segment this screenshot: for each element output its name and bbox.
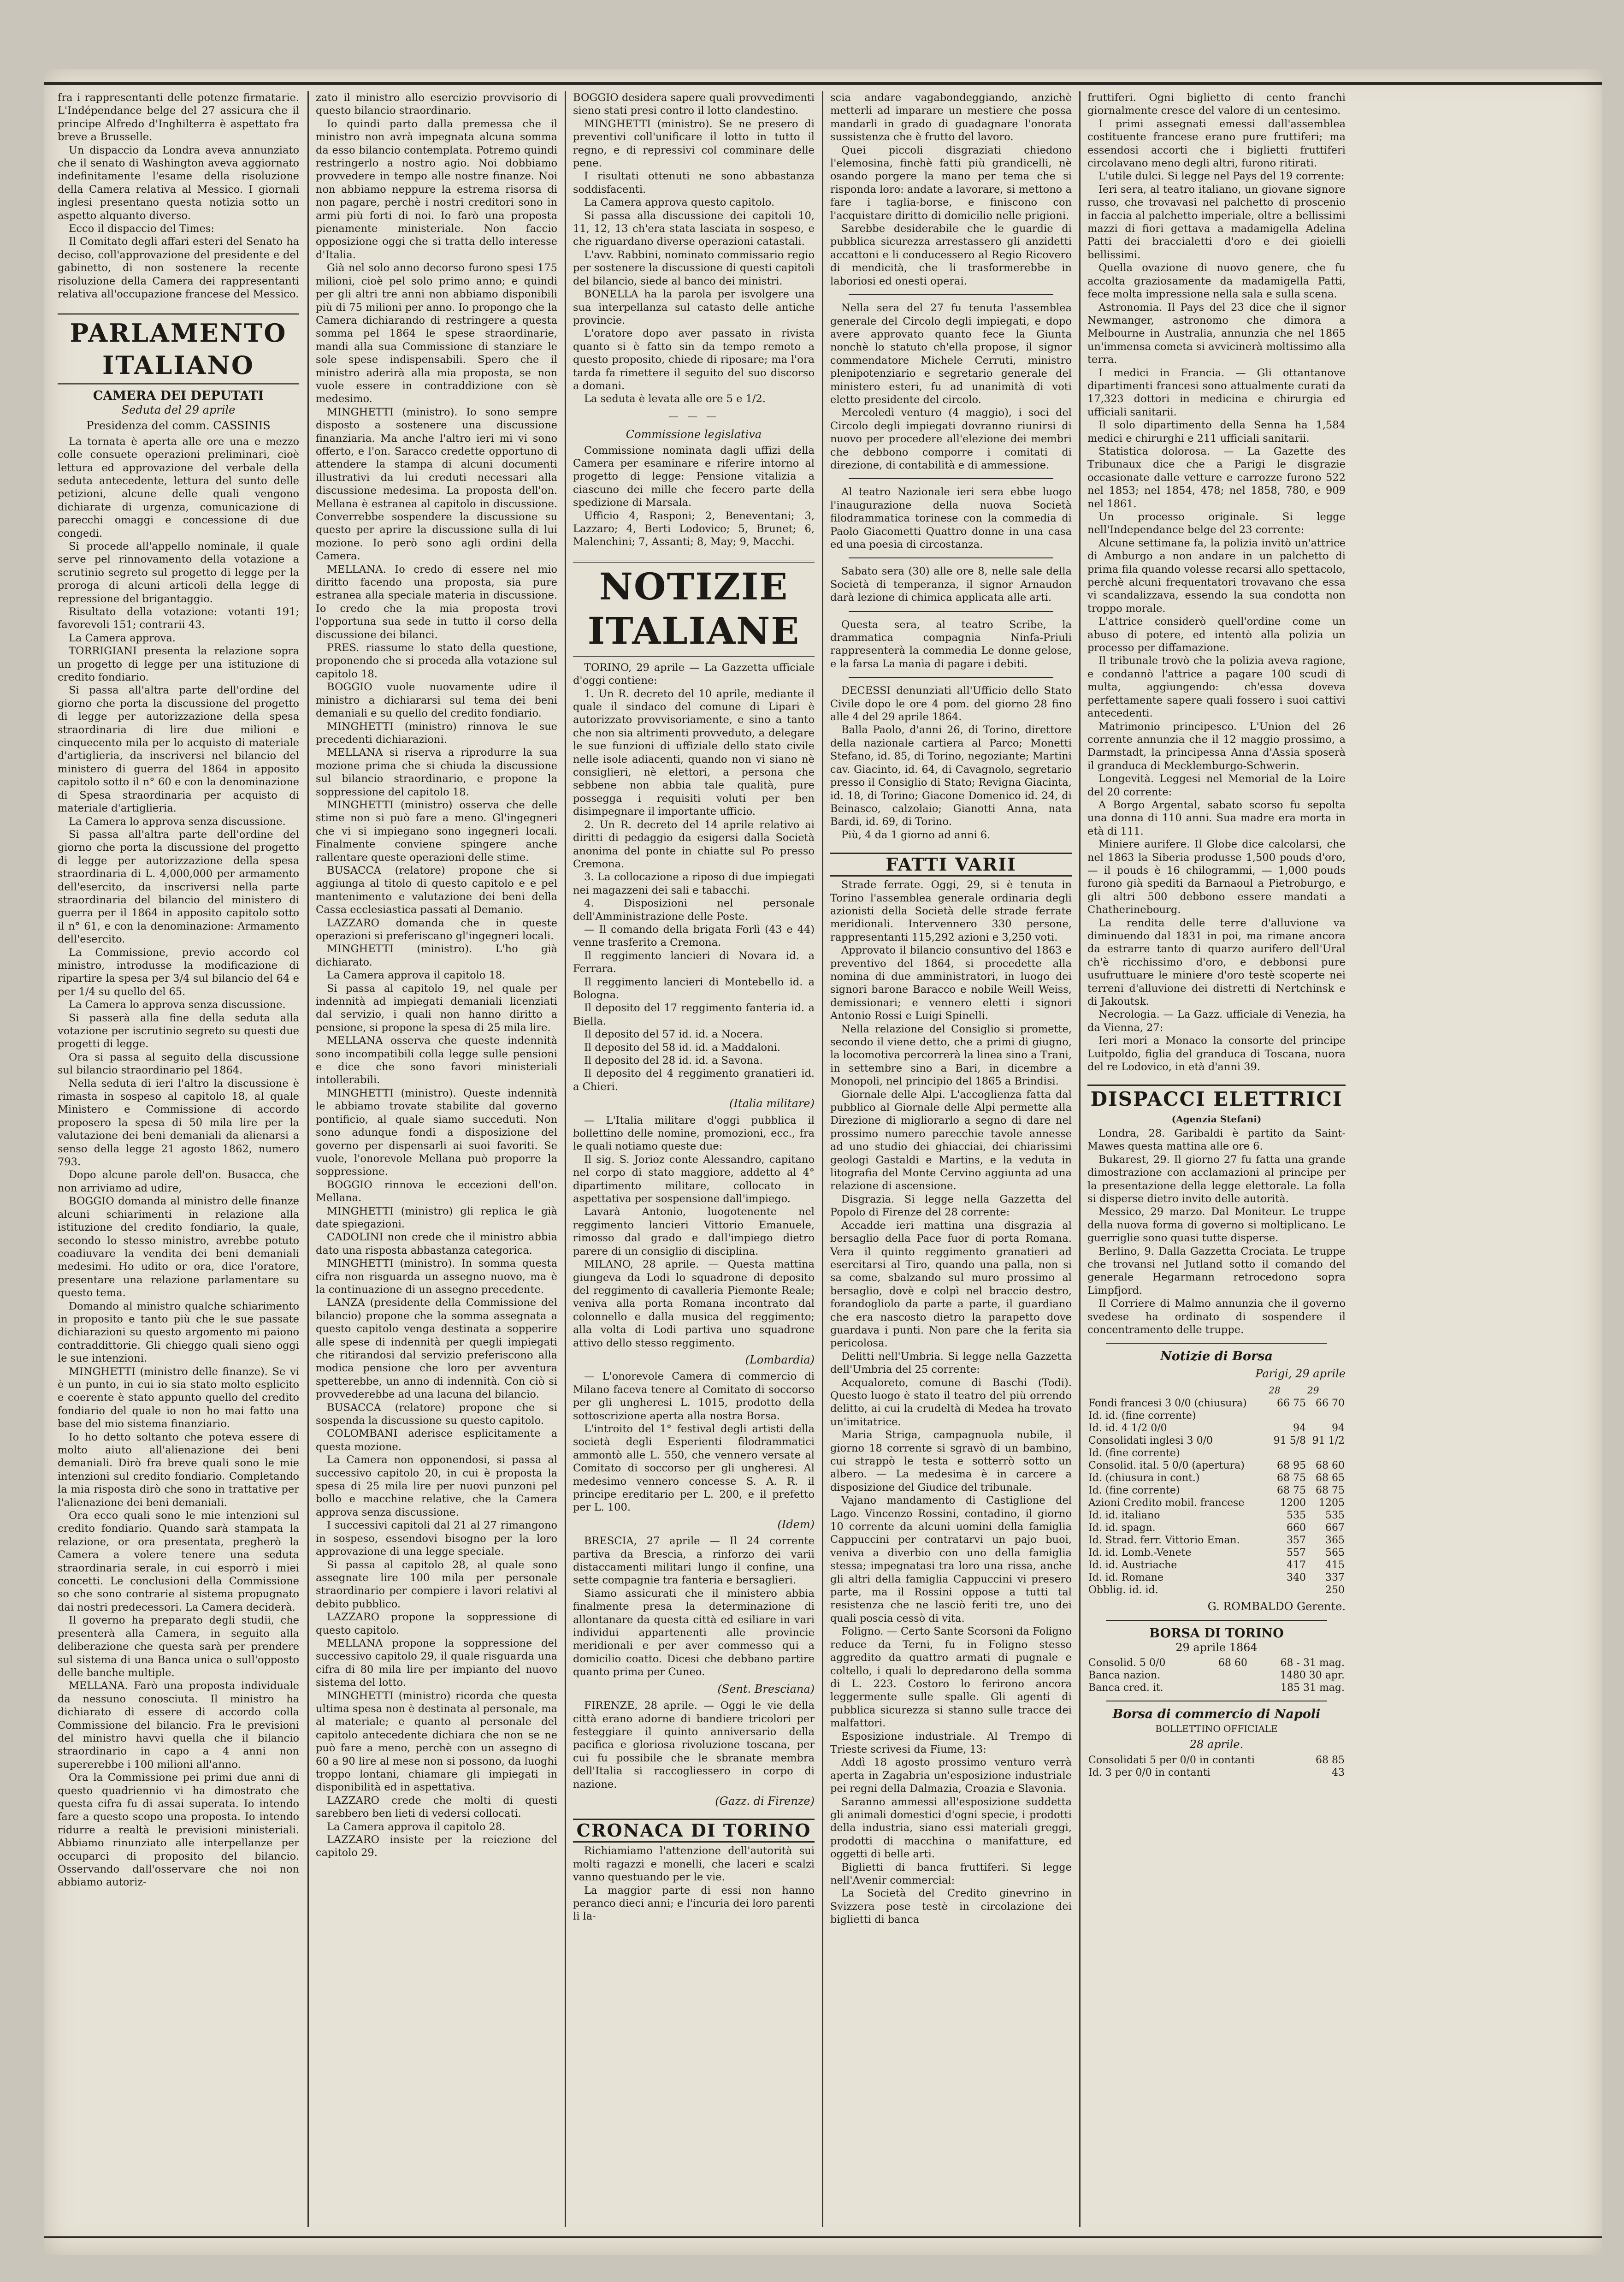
table-cell: 91 5/8 — [1273, 1435, 1306, 1447]
table-cell: 68 60 — [1218, 1657, 1247, 1669]
paragraph: MINGHETTI (ministro delle finanze). Se vi è un punto, in cui io sia stato molto esplicito e coerente è stato appunto quello del credito fondiario del quale io non ho mai fatto una base del mio sistema finanziario. — [58, 1365, 299, 1430]
paragraph: MINGHETTI (ministro). Queste indennità le abbiamo trovate stabilite dal governo pontificio, al quale siamo succeduti. Non sono adunque fondi a disposizione del governo per dispensarli ai suoi favoriti. Se vuole, l'onorevole Mellana può proporre la soppressione. — [316, 1087, 557, 1178]
bottom-rule — [44, 2236, 1602, 2238]
table-cell: 535 — [1325, 1510, 1345, 1522]
agenzia: (Agenzia Stefani) — [1171, 1114, 1262, 1125]
table-cell: Id. Strad. ferr. Vittorio Eman. — [1088, 1535, 1240, 1547]
table-cell: 667 — [1325, 1522, 1345, 1534]
paragraph: La Società del Credito ginevrino in Svizzera pose testè in circolazione dei biglietti di banca — [830, 1887, 1072, 1926]
paragraph: FIRENZE, 28 aprile. — Oggi le vie della città erano adorne di bandiere tricolori per festeggiare il quinto anniversario della pacifica e gloriosa rivoluzione toscana, per cui fu possibile che le sbranate membra dell'Italia si raccogliessero in corpo di nazione. — [573, 1700, 815, 1790]
table-cell: 365 — [1325, 1535, 1345, 1547]
paragraph: 4. Disposizioni nel personale dell'Amministrazione delle Poste. — [573, 897, 815, 923]
table-row — [1087, 1754, 1346, 1766]
paragraph: Il deposito del 4 reggimento granatieri id. a Chieri. — [573, 1067, 815, 1093]
paragraph: Mercoledì venturo (4 maggio), i soci del Circolo degli impiegati dovranno riunirsi di nuovo per procedere all'elezione dei membri che debbono comporre i comitati di direzione, di contabilità e di ammessione. — [830, 407, 1072, 471]
paragraph: Esposizione industriale. Al Trempo di Trieste scrivesi da Fiume, 13: — [830, 1730, 1072, 1755]
paragraph: La Commissione, previo accordo col ministro, introdusse la modificazione di ripartire la spesa per 3/4 sul bilancio del 64 e per 1/4 su quello del 65. — [58, 946, 299, 998]
paragraph: Berlino, 9. Dalla Gazzetta Crociata. Le truppe che trovansi nel Jutland sotto il comando del generale Hegarmann retrocedono sopra Limpfjord. — [1087, 1245, 1346, 1297]
section-heading-parlamento: PARLAMENTO ITALIANO — [58, 313, 299, 385]
paragraph: Già nel solo anno decorso furono spesi 175 milioni, cioè pel solo primo anno; e quindi per gli altri tre anni non abbiamo disponibili più di 75 milioni per anno. Io propongo che la Camera dichiarando di restringere a questa somma pel 1864 le spese straordinarie, mandi alla sua Commissione di stanziare le sole spese indispensabili. Spero che il ministro aderirà alla mia proposta, se non vuole essere in contraddizione con sè medesimo. — [316, 262, 557, 405]
section-heading-fatti-varii: FATTI VARII — [830, 853, 1072, 877]
table-cell: Id. id. (fine corrente) — [1088, 1410, 1196, 1422]
paragraph: LAZZARO crede che molti di questi sarebbero ben lieti di vedersi collocati. — [316, 1794, 557, 1820]
paragraph: La Camera lo approva senza discussione. — [69, 999, 286, 1011]
paragraph: BOGGIO domanda al ministro delle finanze alcuni schiarimenti in relazione alla istituzione del credito fondiario, la quale, secondo lo stesso ministro, avrebbe potuto coadiuvare la vendita dei beni demaniali medesimi. Ho udito or ora, dice l'oratore, presentare una relazione parlamentare su questo tema. — [58, 1195, 299, 1299]
paragraph: MELLANA. Io credo di essere nel mio diritto facendo una proposta, sia pure estranea alla speciale materia in discussione. Io credo che la mia proposta trovi l'opportuna sua sede in tutto il corso della discussione dei bilanci. — [316, 563, 557, 641]
presidenza: Presidenza del comm. CASSINIS — [86, 419, 271, 433]
table-cell: 66 75 — [1277, 1398, 1306, 1410]
paragraph: MINGHETTI (ministro). In somma questa cifra non risguarda un assegno nuovo, ma è la continuazione di un assegno precedente. — [316, 1257, 557, 1296]
table-cell: 415 — [1325, 1559, 1345, 1571]
divider — [1106, 1343, 1327, 1344]
table-cell: 565 — [1325, 1547, 1345, 1559]
paragraph: Questa sera, al teatro Scribe, la drammatica compagnia Ninfa-Priuli rappresenterà la commedia Le donne gelose, e la farsa La manìa di pagare i debiti. — [830, 618, 1072, 670]
table-row — [1087, 1422, 1346, 1434]
paragraph: La rendita delle terre d'alluvione va diminuendo dal 1831 in poi, ma rimane ancora da estrarre tanto di quarzo aurifero dell'Ural ch'è ricchissimo d'oro, e debbonsi pure usufruttuare le miniere d'oro testè scoperte nei terreni d'alluvione dei distretti di Nertchinsk e di Jakoutsk. — [1087, 917, 1346, 1008]
paragraph: MINGHETTI (ministro) ricorda che questa ultima spesa non è destinata al personale, ma al materiale; e quanto al personale del capitolo antecedente dichiara che non se ne può fare a meno, perchè con un assegno di 60 a 90 lire al mese non si possono, da luoghi troppo lontani, chiamare gli impiegati in disponibilità ed in aspettativa. — [316, 1689, 557, 1794]
paragraph: BUSACCA (relatore) propone che si aggiunga al titolo di questo capitolo e e pel mantenimento e valutazione dei beni della Cassa ecclesiastica passati al Demanio. — [316, 864, 557, 916]
paragraph: Longevità. Leggesi nel Memorial de la Loire del 20 corrente: — [1087, 773, 1346, 798]
paragraph: COLOMBANI aderisce esplicitamente a questa mozione. — [316, 1428, 557, 1453]
column-4 — [830, 91, 1072, 2227]
paragraph: Vajano mandamento di Castiglione del Lago. Vincenzo Rossini, contadino, il giorno 10 corrente da alcuni uomini della famiglia Cappuccini per contratarvi un pajo buoi, veniva a diverbio con uno della famiglia stessa; impegnatasi tra loro una rissa, anche gli altri della famiglia Cappuccini vi presero parte, ma il Rossini oppose a tutti tal resistenza che ne lasciò feriti tre, uno dei quali poscia cessò di vita. — [830, 1494, 1072, 1624]
source-citation: (Lombardia) — [745, 1353, 815, 1366]
table-row — [1087, 1534, 1346, 1547]
paragraph: Alcune settimane fa, la polizia invitò un'attrice di Amburgo a non andare in un palchetto di prima fila quando volesse recarsi allo spettacolo, perchè alcuni frequentatori trovavano che essa vi scandalizzava, essendo la sua condotta non troppo morale. — [1087, 537, 1346, 615]
table-cell: 66 70 — [1316, 1398, 1345, 1410]
paragraph: Strade ferrate. Oggi, 29, si è tenuta in Torino l'assemblea generale ordinaria degli azionisti della Società delle strade ferrate meridionali. Intervennero 330 persone, rappresentanti 115,292 azioni e 3,250 voti. — [830, 879, 1072, 943]
paragraph: CADOLINI non crede che il ministro abbia dato una risposta abbastanza categorica. — [316, 1231, 557, 1257]
table-cell: Obblig. id. id. — [1088, 1584, 1158, 1596]
paragraph: Si passa al capitolo 19, nel quale per indennità ad impiegati demaniali licenziati dal servizio, i quali non hanno diritto a pensione, si propone la spesa di 25 mila lire. — [316, 982, 557, 1034]
paragraph: Il Corriere di Malmo annunzia che il governo svedese ha ordinato di sospendere il concentramento delle truppe. — [1087, 1298, 1346, 1336]
table-cell: 68 60 — [1316, 1460, 1345, 1472]
gerente: G. ROMBALDO Gerente. — [1207, 1600, 1346, 1613]
paragraph: La maggior parte di essi non hanno peranco dieci anni; e l'incuria dei loro parenti li la- — [573, 1884, 815, 1923]
paragraph: MINGHETTI (ministro). L'ho già dichiarato. — [316, 943, 557, 968]
table-cell: Id. id. Romane — [1088, 1572, 1163, 1584]
paragraph: Ecco il dispaccio del Times: — [69, 223, 214, 235]
table-row — [1087, 1397, 1346, 1410]
divider — [849, 478, 1053, 479]
paragraph: Si passa alla discussione dei capitoli 10, 11, 12, 13 ch'era stata lasciata in sospeso, e che riguardano diverse operazioni catastali. — [573, 209, 815, 248]
paragraph: BUSACCA (relatore) propone che si sospenda la discussione su questo capitolo. — [316, 1401, 557, 1427]
table-cell: 43 — [1332, 1766, 1345, 1778]
paragraph: Delitti nell'Umbria. Si legge nella Gazzetta dell'Umbria del 25 corrente: — [830, 1350, 1072, 1376]
divider — [849, 557, 1053, 558]
table-cell: 94 — [1293, 1423, 1306, 1434]
paragraph: Il governo ha preparato degli studii, che presenterà alla Camera, in seguito alla deliberazione che questa sarà per prendere sul sistema di una Banca unica o sull'opposto delle banche multiple. — [58, 1614, 299, 1679]
paragraph: Nella relazione del Consiglio si promette, secondo il viene detto, che a primi di giugno, la locomotiva percorrerà la linea sino a Trani, in settembre sino a Bari, in dicembre a Monopoli, nel principio del 1865 a Brindisi. — [830, 1023, 1072, 1088]
paragraph: Necrologia. — La Gazz. ufficiale di Venezia, ha da Vienna, 27: — [1087, 1008, 1346, 1034]
paragraph: Siamo assicurati che il ministero abbia finalmente presa la determinazione di allontanare da questa città ed esiliare in vari individui appartenenti alle provincie meridionali e per aver commesso qui a domicilio coatto. Dicesi che debbano partire quanto prima per Cuneo. — [573, 1587, 815, 1678]
paragraph: BRESCIA, 27 aprile — Il 24 corrente partiva da Brescia, a rinforzo dei varii distaccamenti militari lungo il confine, una sette compagnie tra fanteria e bersaglieri. — [573, 1535, 815, 1587]
paragraph: MINGHETTI (ministro) gli replica le già date spiegazioni. — [316, 1205, 557, 1230]
paragraph: Ora la Commissione pei primi due anni di questo quadriennio vi ha dimostrato che questa cifra fu di assai superata. Io intendo fare a questo scopo una proposta. Io intendo ridurre a realtà le previsioni ministeriali. Abbiamo rinunziato alle interpellanze per occuparci di proposito del bilancio. Osservando dall'osservare che noi non abbiamo autoriz- — [58, 1772, 299, 1889]
divider — [849, 294, 1053, 295]
table-cell: Id. id. italiano — [1088, 1510, 1160, 1522]
paragraph: Sarebbe desiderabile che le guardie di pubblica sicurezza arrestassero gli anzidetti accattoni e li conducessero al Regio Ricovero di mendicità, che li trasformerebbe in laboriosi ed onesti operai. — [830, 223, 1072, 287]
paragraph: Maria Striga, campagnuola nubile, il giorno 18 corrente si sgravò di un bambino, cui strappò le testa e sotterrò sotto un albero. — La medesima è in carcere a disposizione del Giudice del tribunale. — [830, 1429, 1072, 1494]
paragraph: Il deposito del 17 reggimento fanteria id. a Biella. — [573, 1002, 815, 1027]
table-cell: Banca nazion. — [1088, 1670, 1161, 1682]
paragraph: Messico, 29 marzo. Dal Moniteur. Le truppe della nuova forma di governo si moltiplicano. Le guerriglie sono quasi tutte disperse. — [1087, 1206, 1346, 1245]
table-cell — [1307, 1410, 1346, 1422]
table-cell: 660 — [1287, 1522, 1306, 1534]
paragraph: — Il comando della brigata Forlì (43 e 44) venne trasferito a Cremona. — [573, 923, 815, 949]
paragraph: MELLANA propone la soppressione del successivo capitolo 29, il quale risguarda una cifra di 80 mila lire per impianto del nuovo sistema del lotto. — [316, 1637, 557, 1689]
table-cell: 1205 — [1319, 1497, 1345, 1509]
table-cell: 557 — [1287, 1547, 1306, 1559]
paragraph: fruttiferi. Ogni biglietto di cento franchi giornalmente cresce del valore di un centesimo. — [1087, 92, 1346, 117]
source-citation: (Gazz. di Firenze) — [715, 1794, 815, 1808]
table-cell: 1200 — [1280, 1497, 1306, 1509]
column-3 — [573, 91, 815, 2227]
paragraph: Acqualoreto, comune di Baschi (Todi). Questo luogo è stato il teatro del più orrendo delitto, ai cui la crudeltà di Medea ha trovato un'imitatrice. — [830, 1376, 1072, 1428]
table-cell: Consolidati 5 per 0/0 in contanti — [1088, 1754, 1255, 1766]
napoli-heading: Borsa di commercio di Napoli — [1112, 1707, 1321, 1722]
paragraph: Il reggimento lancieri di Montebello id. a Bologna. — [573, 976, 815, 1001]
table-cell: Fondi francesi 3 0/0 (chiusura) — [1088, 1398, 1247, 1410]
divider — [849, 611, 1053, 612]
paragraph: Si passa all'altra parte dell'ordine del giorno che porta la discussione del progetto di legge per autorizzazione della spesa straordinaria di lire due milioni e cinquecento mila per lo acquisto di materiale d'artiglieria, da inscriversi nel bilancio del ministero di guerra del 1864 in apposito capitolo sotto il n° 60 e con la denominazione di Spesa straordinaria per acquisto di materiale d'artiglieria. — [58, 684, 299, 815]
paragraph: MELLANA osserva che queste indennità sono incompatibili colla legge sulle pensioni e dice che sono favori ministeriali intollerabili. — [316, 1035, 557, 1086]
paragraph: MELLANA si riserva a riprodurre la sua mozione prima che si chiuda la discussione sul bilancio straordinario, e propone la soppressione del capitolo 18. — [316, 747, 557, 798]
table-row — [1087, 1484, 1346, 1497]
paragraph: MINGHETTI (ministro). Io sono sempre disposto a sostenere una discussione finanziaria. Ma anche l'altro ieri mi vi sono offerto, e l'on. Saracco credette opportuno di attendere la stampa di alcuni documenti illustrativi da lui creduti necessari alla discussione medesima. La proposta dell'on. Mellana è estranea al capitolo in discussione. Converrebbe sospendere la discussione su questo per aprire la discussione sulla di lui mozione. Io però sono agli ordini della Camera. — [316, 406, 557, 563]
paragraph: Ufficio 4, Rasponi; 2, Beneventani; 3, Lazzaro; 4, Berti Lodovico; 5, Brunet; 6, Malenchini; 7, Assanti; 8, May; 9, Macchi. — [573, 510, 815, 548]
borsa-subheading: Parigi, 29 aprile — [1255, 1367, 1346, 1380]
divider — [849, 677, 1053, 678]
table-cell: Id. (chiusura in cont.) — [1088, 1472, 1200, 1484]
section-heading-cronaca: CRONACA DI TORINO — [573, 1819, 815, 1843]
borsa-torino-table — [1087, 1657, 1346, 1694]
paragraph: Balla Paolo, d'anni 26, di Torino, direttore della nazionale cartiera al Parco; Monetti Stefano, id. 85, di Torino, negoziante; Martini cav. Giacinto, id. 64, di Cavagnolo, segretario presso il Consiglio di Stato; Revigna Giacinta, id. 18, di Torino; Giacone Domenico id. 24, di Beinasco, calzolaio; Gianotti Anna, nata Bardi, id. 69, di Torino. — [830, 724, 1072, 828]
source-citation: (Idem) — [777, 1517, 815, 1531]
paragraph: La Camera lo approva senza discussione. — [69, 815, 286, 828]
table-cell: 68 95 — [1277, 1460, 1306, 1472]
paragraph: Risultato della votazione: votanti 191; favorevoli 151; contrarii 43. — [58, 606, 299, 631]
paragraph: La Camera non opponendosi, si passa al successivo capitolo 20, in cui è proposta la spesa di 25 mila lire per nuovi punzoni pel bollo e macchine relative, che la Camera approva senza discussione. — [316, 1454, 557, 1518]
paragraph: Si passa all'altra parte dell'ordine del giorno che porta la discussione del progetto di legge per autorizzazione della spesa straordinaria di L. 4,000,000 per armamento dell'esercito, da inscriversi nella parte straordinaria del bilancio del ministero di guerra per il 1864 in apposito capitolo sotto il n° 61, e con la denominazione: Armamento dell'esercito. — [58, 828, 299, 946]
table-cell: Id. id. spagn. — [1088, 1522, 1156, 1534]
top-rule — [44, 82, 1602, 85]
paragraph: MINGHETTI (ministro) osserva che delle stime non si può fare a meno. Gl'ingegneri che vi si impiegano sono ingegneri locali. Finalmente conviene spingere anche rallentare queste operazioni delle stime. — [316, 799, 557, 864]
table-row — [1087, 1410, 1346, 1422]
paragraph: Più, 4 da 1 giorno ad anni 6. — [841, 829, 991, 841]
table-cell: 340 — [1287, 1572, 1306, 1584]
paragraph: 3. La collocazione a riposo di due impiegati nei magazzeni dei sali e tabacchi. — [573, 871, 815, 896]
borsa-table — [1087, 1384, 1346, 1596]
source-citation: (Sent. Bresciana) — [717, 1682, 815, 1695]
paragraph: La Camera approva. — [69, 632, 176, 644]
borsa-torino-heading: BORSA DI TORINO — [1149, 1626, 1284, 1641]
paragraph: MINGHETTI (ministro) rinnova le sue precedenti dichiarazioni. — [316, 720, 557, 746]
paragraph: Quella ovazione di nuovo genere, che fu accolta graziosamente da madamigella Patti, fece molta impressione nella sala e sulla scena. — [1087, 262, 1346, 301]
commissione-heading: Commissione legislativa — [626, 428, 762, 441]
paragraph: Il Comitato degli affari esteri del Senato ha deciso, coll'approvazione del presidente e del gabinetto, di non sostenere la recente risoluzione della Camera dei rappresentanti relativa all'occupazione francese del Messico. — [58, 236, 299, 301]
table-cell — [1268, 1584, 1307, 1596]
paragraph: BONELLA ha la parola per isvolgere una sua interpellanza sul catasto delle antiche provincie. — [573, 288, 815, 326]
paragraph: LAZZARO propone la soppressione di questo capitolo. — [316, 1611, 557, 1636]
section-heading-notizie: NOTIZIE ITALIANE — [573, 561, 815, 657]
table-row — [1087, 1434, 1346, 1447]
table-cell: Id. id. 4 1/2 0/0 — [1088, 1423, 1167, 1434]
paragraph: I successivi capitoli dal 21 al 27 rimangono in sospeso, essendovi bisogno per la loro approvazione di una legge speciale. — [316, 1519, 557, 1558]
paragraph: Al teatro Nazionale ieri sera ebbe luogo l'inaugurazione della nuova Società filodrammatica torinese con la commedia di Paolo Giacometti Quattro donne in una casa ed una poesia di circostanza. — [830, 486, 1072, 551]
table-cell: 185 31 mag. — [1280, 1682, 1345, 1694]
paragraph: I medici in Francia. — Gli ottantanove dipartimenti francesi sono attualmente curati da 17,323 dottori in medicina e chirurgia ed ufficiali sanitarii. — [1087, 367, 1346, 418]
table-cell: 337 — [1325, 1572, 1345, 1584]
paragraph: Addì 18 agosto prossimo venturo verrà aperta in Zagabria un'esposizione industriale pei regni della Dalmazia, Croazia e Slavonia. — [830, 1756, 1072, 1795]
paragraph: — L'Italia militare d'oggi pubblica il bollettino delle nomine, promozioni, ecc., fra le quali notiamo queste due: — [573, 1114, 815, 1153]
table-row — [1087, 1559, 1346, 1571]
paragraph: LAZZARO insiste per la reiezione del capitolo 29. — [316, 1834, 557, 1859]
paragraph: Ieri sera, al teatro italiano, un giovane signore russo, che trovavasi nel palchetto di proscenio in faccia al palchetto imperiale, oltre a bellissimi mazzi di fiori gettava a madamigella Adelina Patti dei braccialetti d'oro e dei gioielli bellissimi. — [1087, 183, 1346, 261]
paragraph: Il deposito del 57 id. id. a Nocera. — [584, 1028, 763, 1041]
paragraph: Dopo alcune parole dell'on. Busacca, che non arriviamo ad udire, — [58, 1169, 299, 1194]
table-cell: Banca cred. it. — [1088, 1682, 1163, 1694]
column-divider — [822, 91, 823, 2227]
table-row — [1087, 1472, 1346, 1484]
paragraph: La Camera approva questo capitolo. — [584, 196, 775, 209]
section-heading-dispacci: DISPACCI ELETTRICI — [1087, 1085, 1346, 1110]
table-cell: 68 75 — [1316, 1485, 1345, 1497]
table-cell: Id. id. Austriache — [1088, 1559, 1177, 1571]
table-cell: 535 — [1287, 1510, 1306, 1522]
napoli-date: 28 aprile. — [1189, 1738, 1244, 1751]
paragraph: BOGGIO desidera sapere quali provvedimenti sieno stati presi contro il lotto clandestino. — [573, 92, 815, 117]
table-cell: Azioni Credito mobil. francese — [1088, 1497, 1245, 1509]
seduta-date: Seduta del 29 aprile — [121, 403, 236, 416]
column-divider — [565, 91, 566, 2227]
table-row — [1087, 1497, 1346, 1509]
paragraph: Nella sera del 27 fu tenuta l'assemblea generale del Circolo degli impiegati, e dopo avere approvato quanto fece la Giunta nonchè lo statuto ch'ella propose, il signor commendatore Michele Cerruti, ministro plenipotenziario e segretario generale del ministero esteri, fu ad unanimità di voti eletto presidente del circolo. — [830, 302, 1072, 406]
table-cell: 1480 30 apr. — [1280, 1670, 1345, 1682]
table-cell: 68 - 31 mag. — [1280, 1657, 1345, 1669]
table-cell: Consolid. ital. 5 0/0 (apertura) — [1088, 1460, 1245, 1472]
paragraph: Il deposito del 58 id. id. a Maddaloni. — [584, 1041, 780, 1054]
column-2 — [316, 91, 557, 2227]
paragraph: zato il ministro allo esercizio provvisorio di questo bilancio straordinario. — [316, 92, 557, 117]
separator: — — — — [668, 410, 719, 422]
paragraph: Il sig. S. Jorioz conte Alessandro, capitano nel corpo di stato maggiore, addetto al 4° dipartimento militare, collocato in aspettativa per sospensione dall'impiego. — [573, 1153, 815, 1205]
newspaper-page — [44, 69, 1602, 2255]
paragraph: — L'onorevole Camera di commercio di Milano faceva tenere al Comitato di soccorso per gli ungheresi L. 1015, prodotto della sottoscrizione aperta alla nostra Borsa. — [573, 1370, 815, 1422]
table-cell: 357 — [1287, 1535, 1306, 1547]
table-cell: Id. 3 per 0/0 in contanti — [1088, 1766, 1211, 1778]
paragraph: fra i rappresentanti delle potenze firmatarie. L'Indépendance belge del 27 assicura che il principe Alfredo d'Inghilterra è aspettato fra breve a Brusselle. — [58, 92, 299, 143]
paragraph: TORINO, 29 aprile — La Gazzetta ufficiale d'oggi contiene: — [573, 661, 815, 687]
paragraph: Io quindi parto dalla premessa che il ministro non avrà impegnata alcuna somma da esso bilancio contemplata. Potremo quindi restringerlo a nostro agio. Noi dobbiamo provvedere in tempo alle nostre finanze. Noi non abbiamo neppure la estrema risorsa di non pagare, perchè i nostri creditori sono in armi più forti di noi. Io farò una proposta pienamente ministeriale. Non faccio opposizione oggi che si tratta dello interesse d'Italia. — [316, 118, 557, 261]
paragraph: L'oratore dopo aver passato in rivista quanto si è fatto sin da tempo remoto a questo proposito, chiede di riposare; ma l'ora tarda fa rimettere il seguito del suo discorso a domani. — [573, 327, 815, 392]
paragraph: Il solo dipartimento della Senna ha 1,584 medici e chirurghi e 211 ufficiali sanitarii. — [1087, 419, 1346, 445]
table-cell: 250 — [1325, 1584, 1345, 1596]
table-cell — [1268, 1447, 1307, 1459]
paragraph: 2. Un R. decreto del 14 aprile relativo ai diritti di pedaggio da esigersi dalla Società anonima del ponte in chiatte sul Po presso Cremona. — [573, 818, 815, 870]
paragraph: Ora si passa al seguito della discussione sul bilancio straordinario pel 1864. — [58, 1051, 299, 1077]
table-cell: 68 65 — [1316, 1472, 1345, 1484]
paragraph: Statistica dolorosa. — La Gazette des Tribunaux dice che a Parigi le disgrazie occasionate dalle vetture e carrozze furono 522 nel 1853; nel 1854, 478; nel 1858, 780, e 909 nel 1861. — [1087, 445, 1346, 510]
paragraph: Foligno. — Certo Sante Scorsoni da Foligno reduce da Terni, fu in Foligno stesso aggredito da quattro armati di pugnale e coltello, i quali lo depredarono della somma di L. 223. Costoro lo ferirono ancora leggermente sulle spalle. Gli agenti di pubblica sicurezza si stanno sulle tracce dei malfattori. — [830, 1625, 1072, 1730]
paragraph: LAZZARO domanda che in queste operazioni si preferiscano gl'ingegneri locali. — [316, 917, 557, 942]
table-cell: Id. (fine corrente) — [1088, 1485, 1180, 1497]
table-cell: Id. (fine corrente) — [1088, 1447, 1180, 1459]
table-cell — [1307, 1447, 1346, 1459]
napoli-subheading: BOLLETTINO OFFICIALE — [1155, 1723, 1278, 1734]
table-row — [1087, 1522, 1346, 1534]
paragraph: 1. Un R. decreto del 10 aprile, mediante il quale il sindaco del comune di Lipari è autorizzato provvisoriamente, e sino a tanto che non sia altrimenti provveduto, a delegare le sue funzioni di uffiziale dello stato civile nelle isole adiacenti, quando non vi siano nè consiglieri, nè elettori, a persona che sebbene non abbia tale qualità, pure possegga i requisiti voluti per ben disimpegnare il importante ufficio. — [573, 688, 815, 818]
paragraph: PRES. riassume lo stato della questione, proponendo che si proceda alla votazione sul capitolo 18. — [316, 642, 557, 680]
paragraph: Si passa al capitolo 28, al quale sono assegnate lire 100 mila per personale straordinario per compiere i lavori relativi al debito pubblico. — [316, 1559, 557, 1610]
paragraph: Disgrazia. Si legge nella Gazzetta del Popolo di Firenze del 28 corrente: — [830, 1193, 1072, 1219]
paragraph: Quei piccoli disgraziati chiedono l'elemosina, finchè fatti più grandicelli, nè osando porgere la mano per tema che si risponda loro: andate a lavorare, si mettono a fare i taglia-borse, e finiscono con l'acquistare diritto di domicilio nelle prigioni. — [830, 144, 1072, 222]
paragraph: L'avv. Rabbini, nominato commissario regio per sostenere la discussione di questi capitoli del bilancio, siede al banco dei ministri. — [573, 249, 815, 287]
borsa-torino-date: 29 aprile 1864 — [1175, 1641, 1258, 1654]
napoli-table — [1087, 1754, 1346, 1779]
paragraph: Ora ecco quali sono le mie intenzioni sul credito fondiario. Quando sarà stampata la relazione, or ora presentata, pregherò la Camera a volere tenere una seduta straordinaria serale, in cui esporrò i miei concetti. Le conclusioni della Commissione so che sono contrarie al sistema propugnato dai nostri predecessori. La Camera deciderà. — [58, 1510, 299, 1613]
paragraph: Accadde ieri mattina una disgrazia al bersaglio della Pace fuor di porta Romana. Vera il quinto reggimento granatieri ad esercitarsi al Tiro, quando una palla, non si sa come, sbalzando sul muro prossimo al bersaglio, dovè e colpì nel braccio destro, forandogliolo da parte a parte, il guardiano che era nascosto dietro la parapetto dove guardava i punti. Non pare che la ferita sia pericolosa. — [830, 1219, 1072, 1350]
table-cell — [1268, 1410, 1307, 1422]
table-cell: Consolidati inglesi 3 0/0 — [1088, 1435, 1213, 1447]
paragraph: Richiamiamo l'attenzione dell'autorità sui molti ragazzi e monelli, che laceri e scalzi vanno questuando per le vie. — [573, 1845, 815, 1884]
paragraph: BOGGIO vuole nuovamente udire il ministro a dichiararsi sul tema dei beni demaniali e su quello del credito fondiario. — [316, 681, 557, 720]
table-cell: 68 75 — [1277, 1472, 1306, 1484]
column-divider — [1079, 91, 1081, 2227]
paragraph: MINGHETTI (ministro). Se ne presero di preventivi coll'unificare il lotto in tutto il regno, e di repressivi col comminare delle pene. — [573, 118, 815, 170]
paragraph: Ieri mori a Monaco la consorte del principe Luitpoldo, figlia del granduca di Toscana, nuora del re Lodovico, in età d'anni 39. — [1087, 1035, 1346, 1073]
paragraph: Londra, 28. Garibaldi è partito da Saint-Mawes questa mattina alle ore 6. — [1087, 1127, 1346, 1153]
borsa-col-header: 29 — [1307, 1385, 1319, 1396]
paragraph: L'utile dulci. Si legge nel Pays del 19 corrente: — [1098, 170, 1345, 183]
table-row — [1087, 1766, 1346, 1779]
paragraph: Si passerà alla fine della seduta alla votazione per iscrutinio segreto su questi due progetti di legge. — [58, 1012, 299, 1050]
paragraph: La tornata è aperta alle ore una e mezzo colle consuete operazioni preliminari, cioè lettura ed approvazione del verbale della seduta antecedente, lettura del sunto delle petizioni, alcune delle quali vengono dichiarate di urgenza, comunicazione di parecchi omaggi e concessione di due congedi. — [58, 435, 299, 539]
table-cell: 417 — [1287, 1559, 1306, 1571]
paragraph: A Borgo Argental, sabato scorso fu sepolta una donna di 110 anni. Sua madre era morta in età di 111. — [1087, 799, 1346, 837]
table-cell: Consolid. 5 0/0 — [1088, 1657, 1166, 1669]
table-row — [1087, 1447, 1346, 1459]
paragraph: Il tribunale trovò che la polizia aveva ragione, e condannò l'attrice a pagare 100 scudi di multa, aggiungendo: ch'essa doveva perfettamente sapere quali fossero i suoi cattivi antecedenti. — [1087, 655, 1346, 720]
paragraph: Approvato il bilancio consuntivo del 1863 e preventivo del 1864, si procedette alla nomina di due amministratori, in luogo dei signori barone Baracco e nobile Weill Weiss, demissionari; e vennero eletti i signori Antonio Rossi e Luigi Spinelli. — [830, 944, 1072, 1022]
paragraph: Matrimonio principesco. L'Union del 26 corrente annunzia che il 12 maggio prossimo, a Darmstadt, la principessa Anna d'Assia sposerà il granduca di Mecklemburgo-Schwerin. — [1087, 720, 1346, 772]
table-row — [1087, 1584, 1346, 1596]
paragraph: Commissione nominata dagli uffizi della Camera per esaminare e riferire intorno al progetto di legge: Pensione vitalizia a ciascuno dei mille che fecero parte della spedizione di Marsala. — [573, 444, 815, 509]
table-cell: Id. id. Lomb.-Venete — [1088, 1547, 1192, 1559]
paragraph: Miniere aurifere. Il Globe dice calcolarsi, che nel 1863 la Siberia produsse 1,500 pouds d'oro, — il pouds è 16 chilogrammi, — 1,000 pouds furono già spediti da Barnaoul a Pietroburgo, e gli altri 500 debbono essere mandati a Chatherinebourg. — [1087, 838, 1346, 916]
table-cell — [1203, 1669, 1248, 1682]
paragraph: BOGGIO rinnova le eccezioni dell'on. Mellana. — [316, 1179, 557, 1204]
table-row — [1087, 1547, 1346, 1559]
camera-heading: CAMERA DEI DEPUTATI — [93, 388, 264, 403]
column-1 — [58, 91, 299, 2227]
source-citation: (Italia militare) — [729, 1097, 815, 1110]
table-cell: 68 75 — [1277, 1485, 1306, 1497]
paragraph: L'introito del 1° festival degli artisti della società degli Esperienti filodrammatici ammontò alle L. 550, che vennero versate al Comitato di soccorso per gli ungheresi. Al medesimo vennero concesse S. A. R. il principe ereditario per L. 200, e il prefetto per L. 100. — [573, 1423, 815, 1514]
paragraph: I primi assegnati emessi dall'assemblea costituente francese erano pure fruttiferi; ma essendosi accorti che i biglietti fruttiferi circolavano meno degli altri, furono ritirati. — [1087, 118, 1346, 170]
table-cell — [1203, 1682, 1248, 1694]
paragraph: Bukarest, 29. Il giorno 27 fu fatta una grande dimostrazione con acclamazioni al principe per la presentazione della legge elettorale. La folla si disperse dietro invito delle autorità. — [1087, 1153, 1346, 1205]
paragraph: La seduta è levata alle ore 5 e 1/2. — [584, 393, 766, 405]
table-row — [1087, 1509, 1346, 1522]
column-divider — [307, 91, 309, 2227]
paragraph: L'attrice considerò quell'ordine come un abuso di potere, ed intentò alla polizia un processo per diffamazione. — [1087, 616, 1346, 654]
table-cell: 68 85 — [1316, 1754, 1345, 1766]
table-row — [1087, 1669, 1346, 1682]
table-row — [1087, 1459, 1346, 1472]
table-row — [1087, 1682, 1346, 1694]
table-cell: 94 — [1332, 1423, 1345, 1434]
paragraph: Nella seduta di ieri l'altro la discussione è rimasta in sospeso al capitolo 18, al quale Ministero e Commissione di accordo proposero la spesa di 50 mila lire per la valutazione dei beni demaniali da alienarsi a senso della legge 21 agosto 1862, numero 793. — [58, 1077, 299, 1168]
paragraph: Il deposito del 28 id. id. a Savona. — [584, 1055, 763, 1067]
paragraph: I risultati ottenuti ne sono abbastanza soddisfacenti. — [573, 170, 815, 196]
borsa-heading: Notizie di Borsa — [1160, 1349, 1273, 1364]
paragraph: Domando al ministro qualche schiarimento in proposito e tanto più che le sue passate dichiarazioni su questo argomento mi paiono contraddittorie. Gli chieggo quali sieno oggi le sue intenzioni. — [58, 1300, 299, 1365]
paragraph: La Camera approva il capitolo 18. — [327, 969, 506, 982]
paragraph: La Camera approva il capitolo 28. — [327, 1820, 506, 1833]
divider — [1106, 1620, 1327, 1621]
paragraph: Biglietti di banca fruttiferi. Si legge nell'Avenir commercial: — [830, 1861, 1072, 1886]
paragraph: Astronomia. Il Pays del 23 dice che il signor Newmanger, astronomo che dimora a Melbourne in Australia, annunzia che nel 1865 un'immensa cometa si avvicinerà moltissimo alla terra. — [1087, 301, 1346, 366]
borsa-col-header: 28 — [1269, 1385, 1281, 1396]
paragraph: Sabato sera (30) alle ore 8, nelle sale della Società di temperanza, il signor Arnaudon darà lezione di chimica applicata alle arti. — [830, 565, 1072, 604]
paragraph: LANZA (presidente della Commissione del bilancio) propone che la somma assegnata a questo capitolo venga destinata a sopperire alle spese di indennità per quegli impiegati che ritirandosi dal servizio preferiscono alla modica pensione che loro per avventura spetterebbe, un anno di indennità. Con ciò si provvederebbe ad una lacuna del bilancio. — [316, 1297, 557, 1401]
paragraph: Un dispaccio da Londra aveva annunziato che il senato di Washington aveva aggiornato indefinitamente l'esame della risoluzione della Camera relativa al Messico. I giornali inglesi presentano questa notizia sotto un aspetto alquanto diverso. — [58, 144, 299, 222]
paragraph: Io ho detto soltanto che poteva essere di molto aiuto all'alienazione dei beni demaniali. Dirò fra breve quali sono le mie intenzioni sul credito fondiario. Completando la mia risposta dirò che sono in trattative per l'alienazione dei beni demaniali. — [58, 1431, 299, 1509]
paragraph: Un processo originale. Si legge nell'Independance belge del 23 corrente: — [1087, 511, 1346, 536]
paragraph: Si procede all'appello nominale, il quale serve pel rinnovamento della votazione a scrutinio segreto sul progetto di legge per la proroga di alcuni articoli della legge di repressione del brigantaggio. — [58, 540, 299, 605]
column-5 — [1087, 91, 1346, 2227]
paragraph: TORRIGIANI presenta la relazione sopra un progetto di legge per una istituzione di credito fondiario. — [58, 645, 299, 684]
paragraph: Il reggimento lancieri di Novara id. a Ferrara. — [573, 949, 815, 975]
table-cell: 91 1/2 — [1312, 1435, 1345, 1447]
table-row — [1087, 1571, 1346, 1584]
paragraph: MILANO, 28 aprile. — Questa mattina giungeva da Lodi lo squadrone di deposito del reggimento di cavalleria Piemonte Reale; veniva alla porta Romana incontrato dal colonnello e dalla musica del reggimento; alla volta di Lodi partiva uno squadrone attivo dello stesso reggimento. — [573, 1258, 815, 1349]
table-row — [1087, 1657, 1346, 1669]
paragraph: DECESSI denunziati all'Ufficio dello Stato Civile dopo le ore 4 pom. del giorno 28 fino alle 4 del 29 aprile 1864. — [830, 685, 1072, 723]
paragraph: Giornale delle Alpi. L'accoglienza fatta dal pubblico al Giornale delle Alpi permette alla Direzione di migliorarlo a segno di dare nel prossimo numero parecchie tavole annesse ad uno studio dei ghiacciai, dei chiarissimi geologi Gastaldi e Martins, e la veduta in litografia del Monte Cervino aggiunta ad una relazione di ascensione. — [830, 1088, 1072, 1192]
paragraph: MELLANA. Farò una proposta individuale da nessuno conosciuta. Il ministro ha dichiarato di essere di accordo colla Commissione del bilancio. Fra le previsioni del ministro havvi quella che il bilancio straordinario in capo a 4 anni non supererebbe i 100 milioni all'anno. — [58, 1680, 299, 1771]
paragraph: Lavarà Antonio, luogotenente nel reggimento lancieri Vittorio Emanuele, rimosso dal grado e dall'impiego dietro parere di un consiglio di disciplina. — [573, 1206, 815, 1257]
paragraph: scia andare vagabondeggiando, anzichè metterli ad imparare un mestiere che possa mandarli in grado di guadagnare l'onorata sussistenza che è frutto del lavoro. — [830, 92, 1072, 143]
paragraph: Saranno ammessi all'esposizione suddetta gli animali domestici d'ogni specie, i prodotti della industria, siano essi materiali greggi, prodotti di macchina o manifatture, ed oggetti di belle arti. — [830, 1796, 1072, 1861]
